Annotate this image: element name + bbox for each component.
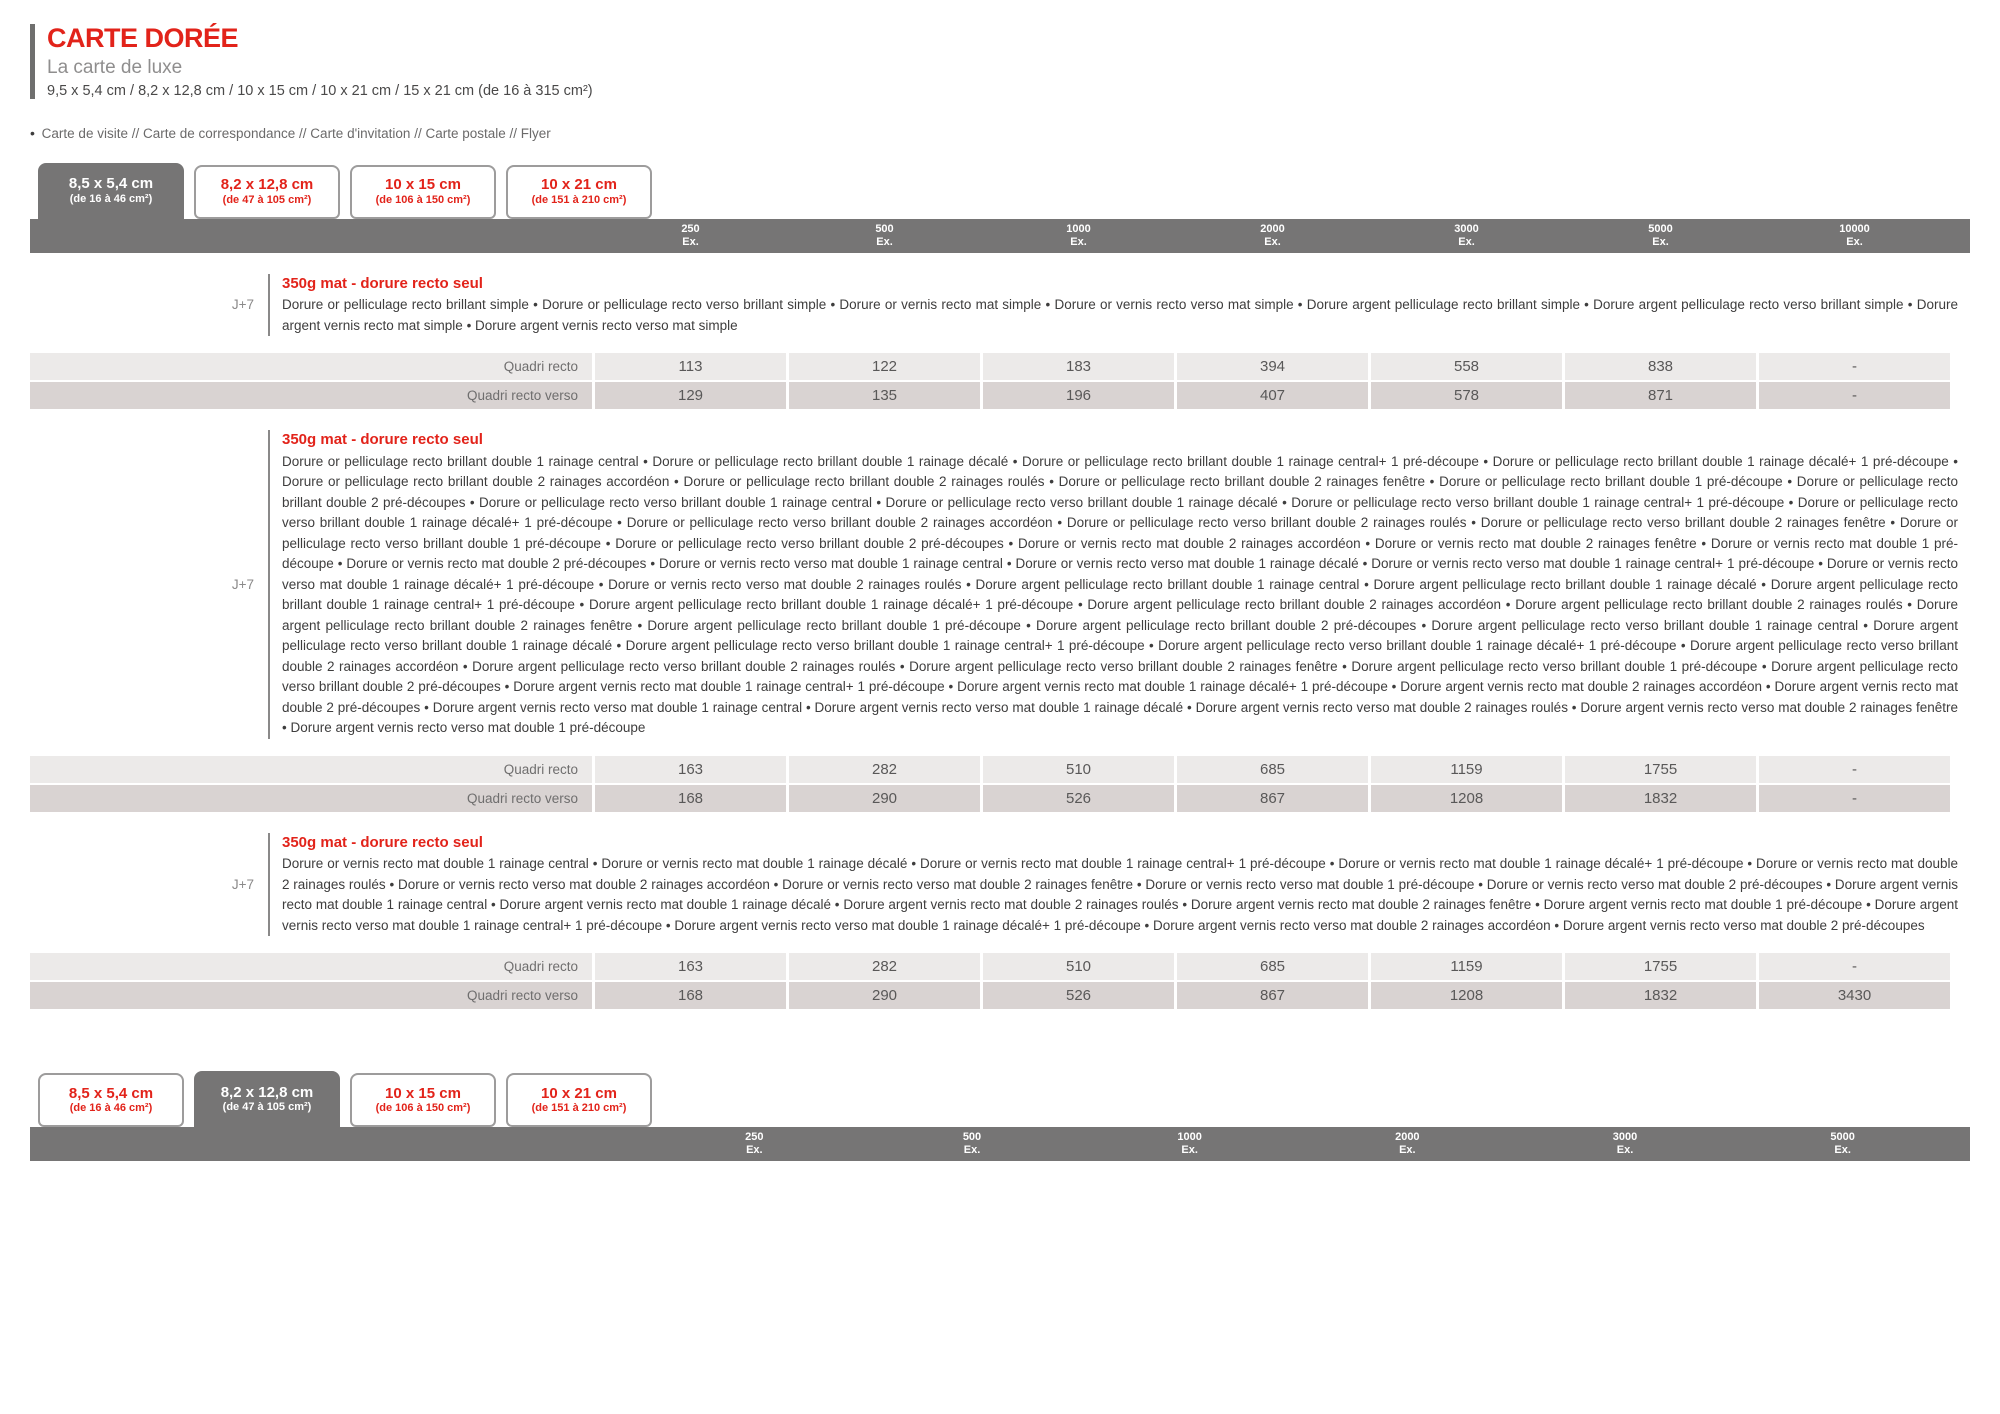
price-cell: 394: [1177, 353, 1368, 380]
tab-size-label: 10 x 21 cm: [541, 1084, 617, 1102]
tab-range-label: (de 151 à 210 cm²): [531, 1102, 627, 1115]
price-cell: 1832: [1565, 785, 1756, 812]
price-cell: 871: [1565, 382, 1756, 409]
product-types: Carte de visite // Carte de correspondance // Carte d'invitation // Carte postale // Flyer: [41, 125, 551, 141]
row-label: Quadri recto: [30, 353, 592, 380]
tab-format-10x21[interactable]: [506, 1073, 652, 1127]
price-cell: 510: [983, 756, 1174, 783]
delay-label: J+7: [231, 297, 254, 313]
section-title: 350g mat - dorure recto seul: [282, 833, 483, 851]
table-row: [30, 756, 1950, 783]
tab-format-10x15[interactable]: [350, 165, 496, 219]
price-cell: 685: [1177, 953, 1368, 980]
qty-col-250: 250 Ex.: [595, 223, 786, 249]
tab-range-label: (de 47 à 105 cm²): [222, 193, 312, 206]
price-cell: 526: [983, 982, 1174, 1009]
tab-size-label: 8,2 x 12,8 cm: [220, 1083, 314, 1101]
tab-format-10x15[interactable]: [350, 1073, 496, 1127]
section-content: [270, 833, 1970, 937]
price-cell: 113: [595, 353, 786, 380]
price-table: [30, 953, 1970, 1009]
unit-label: Ex.: [1846, 235, 1863, 248]
price-cell: 282: [789, 756, 980, 783]
row-label: Quadri recto verso: [30, 785, 592, 812]
price-cell: -: [1759, 785, 1950, 812]
formats-line: 9,5 x 5,4 cm / 8,2 x 12,8 cm / 10 x 15 cm / 10 x 21 cm / 15 x 21 cm (de 16 à 315 cm²): [47, 82, 593, 99]
price-cell: 1159: [1371, 953, 1562, 980]
page-title: CARTE DORÉE: [47, 23, 239, 53]
header-accent-bar: [30, 24, 35, 99]
price-cell: 578: [1371, 382, 1562, 409]
row-label: Quadri recto verso: [30, 382, 592, 409]
tab-size-label: 10 x 21 cm: [541, 176, 617, 194]
unit-label: Ex.: [746, 1144, 763, 1157]
price-cell: 122: [789, 353, 980, 380]
price-cell: 1755: [1565, 756, 1756, 783]
table-row: [30, 982, 1950, 1009]
qty-col-2000: 2000 Ex.: [1300, 1131, 1515, 1157]
price-cell: 526: [983, 785, 1174, 812]
product-section-1: [30, 274, 1970, 410]
price-table: [30, 353, 1970, 409]
tab-format-8-2x12-8[interactable]: [194, 165, 340, 219]
price-cell: 3430: [1759, 982, 1950, 1009]
section-head: [30, 430, 1970, 739]
unit-label: Ex.: [682, 235, 699, 248]
tab-format-8-5x5-4[interactable]: [38, 1073, 184, 1127]
price-cell: 407: [1177, 382, 1368, 409]
price-cell: 558: [1371, 353, 1562, 380]
section-description: Dorure or vernis recto mat double 1 rainage central • Dorure or vernis recto mat double 1 rainage décalé • Dorure or vernis recto mat double 1 rainage central+ 1 pré-découpe • Dorure or vernis recto mat double 1 rainage décalé+ 1 pré-découpe • Dorure or vernis recto mat double 2 rainages roulés • Dorure or vernis recto verso mat double 2 rainages accordéon • Dorure or vernis recto verso mat double 2 rainages fenêtre • Dorure or vernis recto verso mat double 1 pré-découpe • Dorure or vernis recto verso mat double 2 pré-découpes • Dorure argent vernis recto mat double 1 rainage central • Dorure argent vernis recto mat double 1 rainage décalé • Dorure argent vernis recto mat double 2 rainages roulés • Dorure argent vernis recto mat double 2 rainages fenêtre • Dorure argent vernis recto mat double 1 pré-découpe • Dorure argent vernis recto verso mat double 1 rainage central+ 1 pré-découpe • Dorure argent vernis recto verso mat double 1 rainage décalé+ 1 pré-découpe • Dorure argent vernis recto verso mat double 2 rainages accordéon • Dorure argent vernis recto verso mat double 2 pré-découpes: [282, 856, 1958, 933]
price-cell: 867: [1177, 982, 1368, 1009]
product-section-2: [30, 430, 1970, 812]
row-label: Quadri recto: [30, 756, 592, 783]
unit-label: Ex.: [1181, 1144, 1198, 1157]
price-cell: -: [1759, 756, 1950, 783]
table-row: [30, 785, 1950, 812]
price-cell: 129: [595, 382, 786, 409]
price-cell: 163: [595, 953, 786, 980]
bottom-quantity-header-bar: [30, 1127, 1970, 1161]
price-cell: 168: [595, 982, 786, 1009]
row-label: Quadri recto: [30, 953, 592, 980]
section-title: 350g mat - dorure recto seul: [282, 431, 483, 449]
delay-label: J+7: [231, 876, 254, 892]
page-subtitle: La carte de luxe: [47, 56, 183, 78]
unit-label: Ex.: [1652, 235, 1669, 248]
qty-col-2000: 2000 Ex.: [1177, 223, 1368, 249]
price-cell: 867: [1177, 785, 1368, 812]
qty-col-500: 500 Ex.: [789, 223, 980, 249]
price-table: [30, 756, 1970, 812]
price-cell: 1208: [1371, 785, 1562, 812]
section-description: Dorure or pelliculage recto brillant double 1 rainage central • Dorure or pelliculage recto brillant double 1 rainage décalé • Dorure or pelliculage recto brillant double 1 rainage central+ 1 pré-découpe • Dorure or pelliculage recto brillant double 1 rainage décalé+ 1 pré-découpe • Dorure or pelliculage recto brillant double 2 rainages accordéon • Dorure or pelliculage recto brillant double 2 rainages roulés • Dorure or pelliculage recto brillant double 2 rainages fenêtre • Dorure or pelliculage recto brillant double 1 pré-découpe • Dorure or pelliculage recto brillant double 2 pré-découpes • Dorure or pelliculage recto verso brillant double 1 rainage central • Dorure or pelliculage recto verso brillant double 1 rainage décalé • Dorure or pelliculage recto verso brillant double 1 rainage central+ 1 pré-découpe • Dorure or pelliculage recto verso brillant double 1 rainage décalé+ 1 pré-découpe • Dorure or pelliculage recto verso brillant double 2 rainages accordéon • Dorure or pelliculage recto verso brillant double 2 rainages roulés • Dorure or pelliculage recto verso brillant double 2 rainages fenêtre • Dorure or pelliculage recto verso brillant double 1 pré-découpe • Dorure or pelliculage recto verso brillant double 2 pré-découpes • Dorure or vernis recto mat double 2 rainages accordéon • Dorure or vernis recto mat double 2 rainages fenêtre • Dorure or vernis recto mat double 1 pré-découpe • Dorure or vernis recto mat double 2 pré-découpes • Dorure or vernis recto verso mat double 1 rainage central • Dorure or vernis recto verso mat double 1 rainage décalé • Dorure or vernis recto verso mat double 1 rainage central+ 1 pré-découpe • Dorure or vernis recto verso mat double 1 rainage décalé+ 1 pré-découpe • Dorure or vernis recto verso mat double 2 rainages roulés • Dorure argent pelliculage recto brillant double 1 rainage central • Dorure argent pelliculage recto brillant double 1 rainage décalé • Dorure argent pelliculage recto brillant double 1 rainage central+ 1 pré-découpe • Dorure argent pelliculage recto brillant double 1 rainage décalé+ 1 pré-découpe • Dorure argent pelliculage recto brillant double 2 rainages accordéon • Dorure argent pelliculage recto brillant double 2 rainages roulés • Dorure argent pelliculage recto brillant double 2 rainages fenêtre • Dorure argent pelliculage recto brillant double 1 pré-découpe • Dorure argent pelliculage recto brillant double 2 pré-découpes • Dorure argent pelliculage recto verso brillant double 1 rainage central • Dorure argent pelliculage recto verso brillant double 1 rainage décalé • Dorure argent pelliculage recto verso brillant double 1 rainage central+ 1 pré-découpe • Dorure argent pelliculage recto verso brillant double 1 rainage décalé+ 1 pré-découpe • Dorure argent pelliculage recto verso brillant double 2 rainages accordéon • Dorure argent pelliculage recto verso brillant double 2 rainages roulés • Dorure argent pelliculage recto verso brillant double 2 rainages fenêtre • Dorure argent pelliculage recto verso brillant double 1 pré-découpe • Dorure argent pelliculage recto verso brillant double 2 pré-découpes • Dorure argent vernis recto mat double 1 rainage central+ 1 pré-découpe • Dorure argent vernis recto mat double 1 rainage décalé+ 1 pré-découpe • Dorure argent vernis recto mat double 2 rainages accordéon • Dorure argent vernis recto mat double 2 pré-découpes • Dorure argent vernis recto verso mat double 1 rainage central • Dorure argent vernis recto verso mat double 1 rainage décalé • Dorure argent vernis recto verso mat double 2 rainages roulés • Dorure argent vernis recto verso mat double 2 rainages fenêtre • Dorure argent vernis recto verso mat double 1 pré-découpe: [282, 453, 1958, 736]
tab-range-label: (de 47 à 105 cm²): [222, 1101, 312, 1114]
price-cell: 183: [983, 353, 1174, 380]
section-title: 350g mat - dorure recto seul: [282, 274, 483, 292]
qty-col-1000: 1000 Ex.: [983, 223, 1174, 249]
qty-col-5000: 5000 Ex.: [1565, 223, 1756, 249]
unit-label: Ex.: [1834, 1144, 1851, 1157]
qty-col-250: 250 Ex.: [647, 1131, 862, 1157]
product-section-3: [30, 833, 1970, 1010]
price-cell: 1832: [1565, 982, 1756, 1009]
price-cell: 685: [1177, 756, 1368, 783]
price-cell: 135: [789, 382, 980, 409]
tab-format-8-2x12-8[interactable]: [194, 1071, 340, 1127]
tab-size-label: 8,5 x 5,4 cm: [68, 175, 154, 193]
top-quantity-header-bar: [30, 219, 1970, 253]
product-types-line: [30, 125, 1970, 141]
price-cell: -: [1759, 953, 1950, 980]
price-cell: 1208: [1371, 982, 1562, 1009]
qty-col-1000: 1000 Ex.: [1082, 1131, 1297, 1157]
unit-label: Ex.: [963, 1144, 981, 1157]
unit-label: Ex.: [1070, 235, 1087, 248]
tab-range-label: (de 106 à 150 cm²): [375, 1102, 471, 1115]
unit-label: Ex.: [1399, 1144, 1416, 1157]
tab-range-label: (de 106 à 150 cm²): [375, 193, 471, 206]
unit-label: Ex.: [1616, 1144, 1634, 1157]
tab-format-10x21[interactable]: [506, 165, 652, 219]
delay-label: J+7: [231, 576, 254, 592]
row-label: Quadri recto verso: [30, 982, 592, 1009]
price-cell: 168: [595, 785, 786, 812]
unit-label: Ex.: [1458, 235, 1475, 248]
section-head: [30, 274, 1970, 337]
price-cell: 838: [1565, 353, 1756, 380]
tab-format-8-5x5-4[interactable]: [38, 163, 184, 219]
qty-col-500: 500 Ex.: [865, 1131, 1080, 1157]
price-cell: 290: [789, 785, 980, 812]
tab-range-label: (de 16 à 46 cm²): [69, 192, 153, 205]
price-cell: 163: [595, 756, 786, 783]
tab-range-label: (de 151 à 210 cm²): [531, 193, 627, 206]
table-row: [30, 353, 1950, 380]
tab-size-label: 10 x 15 cm: [385, 1084, 461, 1102]
unit-label: Ex.: [1264, 235, 1281, 248]
price-cell: 1755: [1565, 953, 1756, 980]
tab-size-label: 10 x 15 cm: [385, 176, 461, 194]
price-cell: 510: [983, 953, 1174, 980]
table-row: [30, 382, 1950, 409]
qty-col-10000: 10000 Ex.: [1759, 223, 1950, 249]
header-text: [47, 24, 593, 99]
section-description: Dorure or pelliculage recto brillant simple • Dorure or pelliculage recto verso brillant simple • Dorure or vernis recto mat simple • Dorure or vernis recto verso mat simple • Dorure argent pelliculage recto brillant simple • Dorure argent pelliculage recto verso brillant simple • Dorure argent vernis recto mat simple • Dorure argent vernis recto verso mat simple: [282, 297, 1958, 333]
table-row: [30, 953, 1950, 980]
section-content: [270, 274, 1970, 337]
tab-range-label: (de 16 à 46 cm²): [69, 1102, 153, 1115]
page-header: [30, 24, 1970, 99]
qty-col-3000: 3000 Ex.: [1371, 223, 1562, 249]
bottom-format-tabs: [30, 1071, 1970, 1127]
top-format-tabs: [30, 163, 1970, 219]
price-cell: 196: [983, 382, 1174, 409]
bullet-icon: •: [30, 124, 35, 141]
price-cell: 290: [789, 982, 980, 1009]
qty-col-3000: 3000 Ex.: [1518, 1131, 1733, 1157]
price-cell: -: [1759, 353, 1950, 380]
qty-col-5000: 5000 Ex.: [1735, 1131, 1950, 1157]
section-head: [30, 833, 1970, 937]
tab-size-label: 8,2 x 12,8 cm: [220, 176, 314, 194]
price-cell: 282: [789, 953, 980, 980]
price-cell: -: [1759, 382, 1950, 409]
unit-label: Ex.: [876, 235, 893, 248]
price-cell: 1159: [1371, 756, 1562, 783]
section-content: [270, 430, 1970, 739]
tab-size-label: 8,5 x 5,4 cm: [68, 1084, 154, 1102]
